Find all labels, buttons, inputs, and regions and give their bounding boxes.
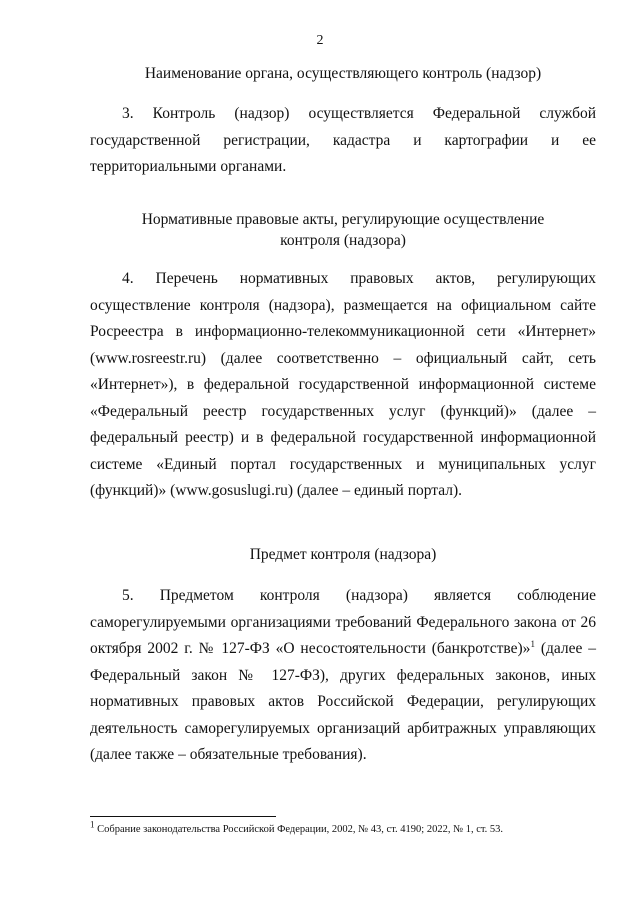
paragraph-5-text-b: (далее – Федеральный закон № 127-ФЗ), других федеральных законов, иных нормативных правовых актов Российской Федерации, регулирующих деятельность саморегулируемых организаций арбитражных управляющих (далее также – обязательные требования). [90,640,596,763]
paragraph-5-text-a: 5. Предметом контроля (надзора) является соблюдение саморегулируемыми организациями требований Федерального закона от 26 октября 2002 г. № 127-ФЗ «О несостоятельности (банкротстве)» [90,587,596,657]
footnote [90,819,596,837]
paragraph-4: 4. Перечень нормативных правовых актов, регулирующих осуществление контроля (надзора), размещается на официальном сайте Росреестра в информационно-телекоммуникационной сети «Интернет» (www.rosreestr.ru) (далее соответственно – официальный сайт, сеть «Интернет»), в федеральной государственной информационной системе «Федеральный реестр государственных услуг (функций)» (далее – федеральный реестр) и в федеральной государственной информационной системе «Единый портал государственных и муниципальных услуг (функций)» (www.gosuslugi.ru) (далее – единый портал). [90,270,596,499]
paragraph-5 [90,583,596,769]
footnote-divider [90,816,276,817]
footnote-marker: 1 [90,819,95,830]
footnote-reference: 1 [530,638,535,649]
section-heading-legal-acts-line2: контроля (надзора) [280,232,406,249]
section-heading-legal-acts-line1: Нормативные правовые акты, регулирующие осуществление [141,211,545,228]
paragraph-3: 3. Контроль (надзор) осуществляется Федеральной службой государственной регистрации, кадастра и картографии и ее территориальными органами. [90,105,596,175]
footnote-text: Собрание законодательства Российской Федерации, 2002, № 43, ст. 4190; 2022, № 1, ст. 53. [94,824,504,835]
section-heading-subject: Предмет контроля (надзора) [249,546,437,563]
page-number: 2 [316,33,324,48]
section-heading-authority: Наименование органа, осуществляющего контроль (надзор) [144,65,542,82]
section-heading-legal-acts [90,209,596,251]
